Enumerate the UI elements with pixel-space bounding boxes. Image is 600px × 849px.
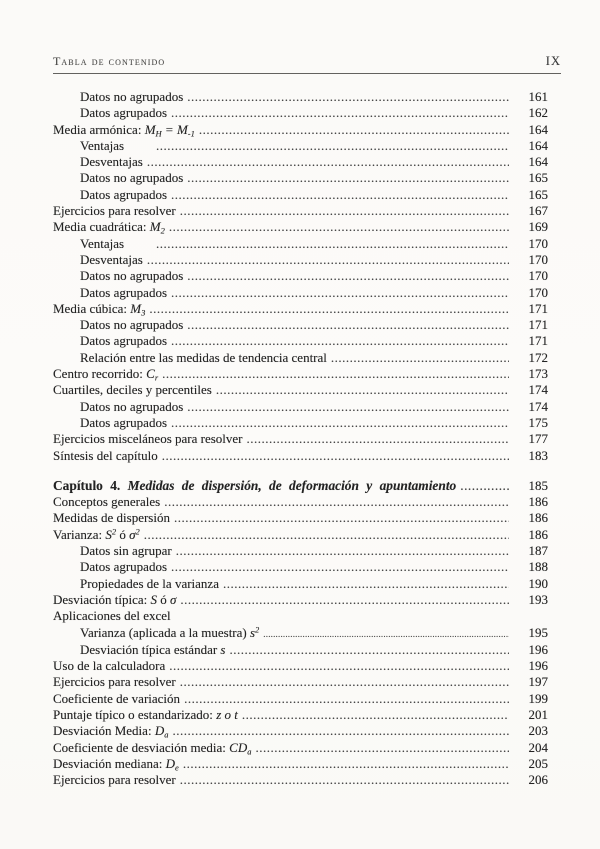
page-number: IX — [545, 54, 561, 68]
dot-leader — [242, 707, 509, 723]
toc-entry — [53, 415, 548, 431]
dot-leader — [172, 723, 509, 739]
toc-page-number: 169 — [528, 219, 548, 235]
toc-page-number: 174 — [528, 398, 548, 414]
toc-page-number: 170 — [528, 235, 548, 251]
toc-entry — [53, 642, 548, 658]
toc-entry-label: Datos agrupados — [80, 414, 168, 430]
toc-entry — [53, 138, 548, 154]
toc-entry — [53, 366, 548, 382]
toc-entry-label: Puntaje típico o estandarizado: z o t — [53, 706, 238, 722]
toc-page-number: 175 — [528, 414, 548, 430]
dot-leader — [184, 691, 509, 707]
running-header-title: Tabla de contenido — [53, 54, 166, 68]
toc-entry — [53, 301, 548, 317]
dot-leader — [216, 382, 509, 398]
dot-leader — [187, 317, 509, 333]
toc-page-number: 174 — [528, 382, 548, 398]
toc-entry-label: Medidas de dispersión — [53, 510, 170, 526]
toc-entry — [53, 658, 548, 674]
toc-entry — [53, 592, 548, 608]
toc-entry — [53, 625, 548, 642]
toc-page-number: 185 — [528, 477, 548, 493]
toc-entry-label: Desventajas — [80, 154, 143, 170]
dot-leader — [171, 285, 509, 301]
toc-entry — [53, 187, 548, 203]
toc-entry — [53, 170, 548, 186]
toc-entry-label: Media cuadrática: $M_2$ — [53, 219, 165, 236]
dot-leader — [169, 219, 509, 235]
dot-leader — [144, 527, 509, 543]
toc-entry-label: Ejercicios para resolver — [53, 203, 176, 219]
toc-entry — [53, 382, 548, 398]
toc-entry-label: Datos agrupados — [80, 284, 168, 300]
toc-entry-label: Media cúbica: $M_3$ — [53, 300, 146, 318]
dot-leader — [176, 543, 509, 559]
toc-entry-label: Datos no agrupados — [80, 317, 184, 333]
toc-page-number: 204 — [528, 739, 548, 755]
dot-leader — [187, 170, 509, 186]
toc-entry — [53, 154, 548, 170]
dot-leader — [171, 559, 509, 575]
toc-entry — [53, 333, 548, 349]
toc-entry — [53, 122, 548, 138]
toc-entry-label: Datos sin agrupar — [80, 543, 172, 559]
toc-chapter-entry — [53, 478, 548, 494]
toc-entry-label: Desviación típica estándar s — [80, 641, 226, 657]
toc-entry — [53, 740, 548, 756]
toc-entry-label: Ventajas — [80, 235, 125, 251]
dot-leader — [183, 756, 509, 772]
toc-page-number: 197 — [528, 674, 548, 690]
toc-entry-label: Coeficiente de desviación media: $CD_a$ — [53, 739, 252, 757]
dot-leader — [247, 431, 510, 447]
dot-leader — [199, 122, 509, 138]
toc-entry-label: Datos agrupados — [80, 559, 168, 575]
toc-entry — [53, 317, 548, 333]
dot-leader — [255, 740, 509, 756]
toc-entry — [53, 399, 548, 415]
toc-page-number: 203 — [528, 723, 548, 739]
toc-page-number: 164 — [528, 121, 548, 137]
toc-entry — [53, 431, 548, 447]
toc-entry-label: Datos agrupados — [80, 105, 168, 121]
toc-entry-label: Varianza (aplicada a la muestra) $s^2$ — [80, 624, 260, 640]
dot-leader — [187, 268, 509, 284]
toc-entry-label: Relación entre las medidas de tendencia central — [80, 349, 327, 365]
toc-entry — [53, 559, 548, 575]
toc-entry-label: Datos no agrupados — [80, 89, 184, 104]
dot-leader — [162, 448, 509, 464]
toc-entry — [53, 510, 548, 526]
dot-leader — [187, 89, 509, 105]
toc-entry — [53, 756, 548, 772]
dot-leader — [331, 350, 509, 366]
dot-leader — [174, 510, 509, 526]
running-header — [53, 54, 561, 74]
dot-leader — [171, 105, 509, 121]
dot-leader — [156, 236, 509, 252]
toc-page-number: 206 — [528, 772, 548, 788]
toc-entry-label: Desviación Media: $D_a$ — [53, 723, 169, 740]
toc-entry — [53, 448, 548, 464]
toc-entry — [53, 543, 548, 559]
toc-page-number: 167 — [528, 203, 548, 219]
toc-page-number: 188 — [528, 559, 548, 575]
toc-entry — [53, 219, 548, 235]
dot-leader — [263, 625, 509, 642]
toc-entry — [53, 268, 548, 284]
toc-page-number: 173 — [528, 366, 548, 382]
toc-page-number: 170 — [528, 251, 548, 267]
toc-page-number: 186 — [528, 526, 548, 542]
dot-leader — [164, 494, 509, 510]
toc-entry — [53, 707, 548, 723]
dot-leader — [169, 658, 509, 674]
toc-page-number: 205 — [528, 755, 548, 771]
toc-entry — [53, 203, 548, 219]
toc-entry-label: Desviación típica: S ó σ — [53, 591, 177, 607]
toc-entry-label: Ejercicios misceláneos para resolver — [53, 431, 243, 447]
dot-leader — [156, 138, 509, 154]
toc-entry-label: Conceptos generales — [53, 494, 161, 510]
dot-leader — [180, 592, 509, 608]
toc-page-number: 164 — [528, 137, 548, 153]
toc-entry-label: Media armónica: $M_H = M_{-1}$ — [53, 121, 195, 139]
toc-entry — [53, 576, 548, 592]
toc-page-number: 186 — [528, 510, 548, 526]
toc-entry-label: Cuartiles, deciles y percentiles — [53, 382, 212, 398]
dot-leader — [460, 478, 509, 494]
toc-entry-label: Datos no agrupados — [80, 398, 184, 414]
toc-entry — [53, 105, 548, 121]
toc-page-number: 193 — [528, 591, 548, 607]
toc-entry-label: Ejercicios para resolver — [53, 674, 176, 690]
dot-leader — [147, 252, 509, 268]
toc-page-number: 187 — [528, 543, 548, 559]
toc-entry-label: Ventajas — [80, 137, 125, 153]
toc-page-number: 171 — [528, 300, 548, 316]
toc-entry-label: Coeficiente de variación — [53, 690, 181, 706]
toc-page-number: 171 — [528, 317, 548, 333]
toc-entry-label: Datos no agrupados — [80, 170, 184, 186]
toc-entry-label: Datos no agrupados — [80, 268, 184, 284]
dot-leader — [180, 203, 509, 219]
toc-page-number: 162 — [528, 105, 548, 121]
toc-entry-label: Aplicaciones del excel — [53, 608, 171, 624]
toc-page-number: 172 — [528, 349, 548, 365]
toc-entry — [53, 674, 548, 690]
toc-page-number: 164 — [528, 154, 548, 170]
dot-leader — [162, 366, 509, 382]
toc-entry-label: Centro recorrido: $C_r$ — [53, 366, 159, 383]
toc-list — [53, 89, 548, 788]
toc-page-number: 171 — [528, 333, 548, 349]
toc-entry — [53, 252, 548, 268]
toc-entry-label: Datos agrupados — [80, 333, 168, 349]
toc-page-number: 165 — [528, 186, 548, 202]
dot-leader — [180, 772, 509, 788]
dot-leader — [171, 415, 509, 431]
dot-leader — [223, 576, 509, 592]
dot-leader — [147, 154, 509, 170]
dot-leader — [229, 642, 509, 658]
dot-leader — [180, 674, 509, 690]
toc-entry — [53, 494, 548, 510]
toc-entry-label: Capítulo 4. Medidas de dispersión, de deformación y apuntamiento — [53, 477, 457, 493]
toc-page-number: 190 — [528, 575, 548, 591]
toc-page-number: 183 — [528, 447, 548, 463]
toc-entry-label: Uso de la calculadora — [53, 658, 166, 674]
toc-entry-label: Varianza: $S^2$ ó $\sigma^2$ — [53, 526, 140, 542]
toc-entry — [53, 723, 548, 739]
toc-entry-label: Datos agrupados — [80, 186, 168, 202]
toc-entry-label: Desviación mediana: $D_e$ — [53, 755, 179, 773]
toc-page-number: 161 — [528, 89, 548, 104]
toc-entry — [53, 350, 548, 366]
toc-page-number: 196 — [528, 641, 548, 657]
toc-entry — [53, 236, 548, 252]
dot-leader — [171, 187, 509, 203]
toc-entry — [53, 285, 548, 301]
toc-page-number: 201 — [528, 706, 548, 722]
toc-page-number: 170 — [528, 268, 548, 284]
toc-entry — [53, 527, 548, 543]
toc-page-number: 186 — [528, 494, 548, 510]
section-gap — [53, 464, 548, 478]
toc-entry-label: Síntesis del capítulo — [53, 447, 158, 463]
toc-page-number: 165 — [528, 170, 548, 186]
toc-entry — [53, 608, 548, 624]
toc-page-number: 196 — [528, 658, 548, 674]
toc-page-number: 195 — [528, 624, 548, 640]
toc-entry — [53, 772, 548, 788]
toc-entry-label: Ejercicios para resolver — [53, 772, 176, 788]
toc-entry — [53, 89, 548, 105]
toc-page-number: 177 — [528, 431, 548, 447]
toc-entry — [53, 691, 548, 707]
dot-leader — [149, 301, 509, 317]
toc-page-number: 170 — [528, 284, 548, 300]
toc-page-number: 199 — [528, 690, 548, 706]
toc-entry-label: Propiedades de la varianza — [80, 575, 219, 591]
dot-leader — [187, 399, 509, 415]
toc-entry-label: Desventajas — [80, 251, 143, 267]
dot-leader — [171, 333, 509, 349]
